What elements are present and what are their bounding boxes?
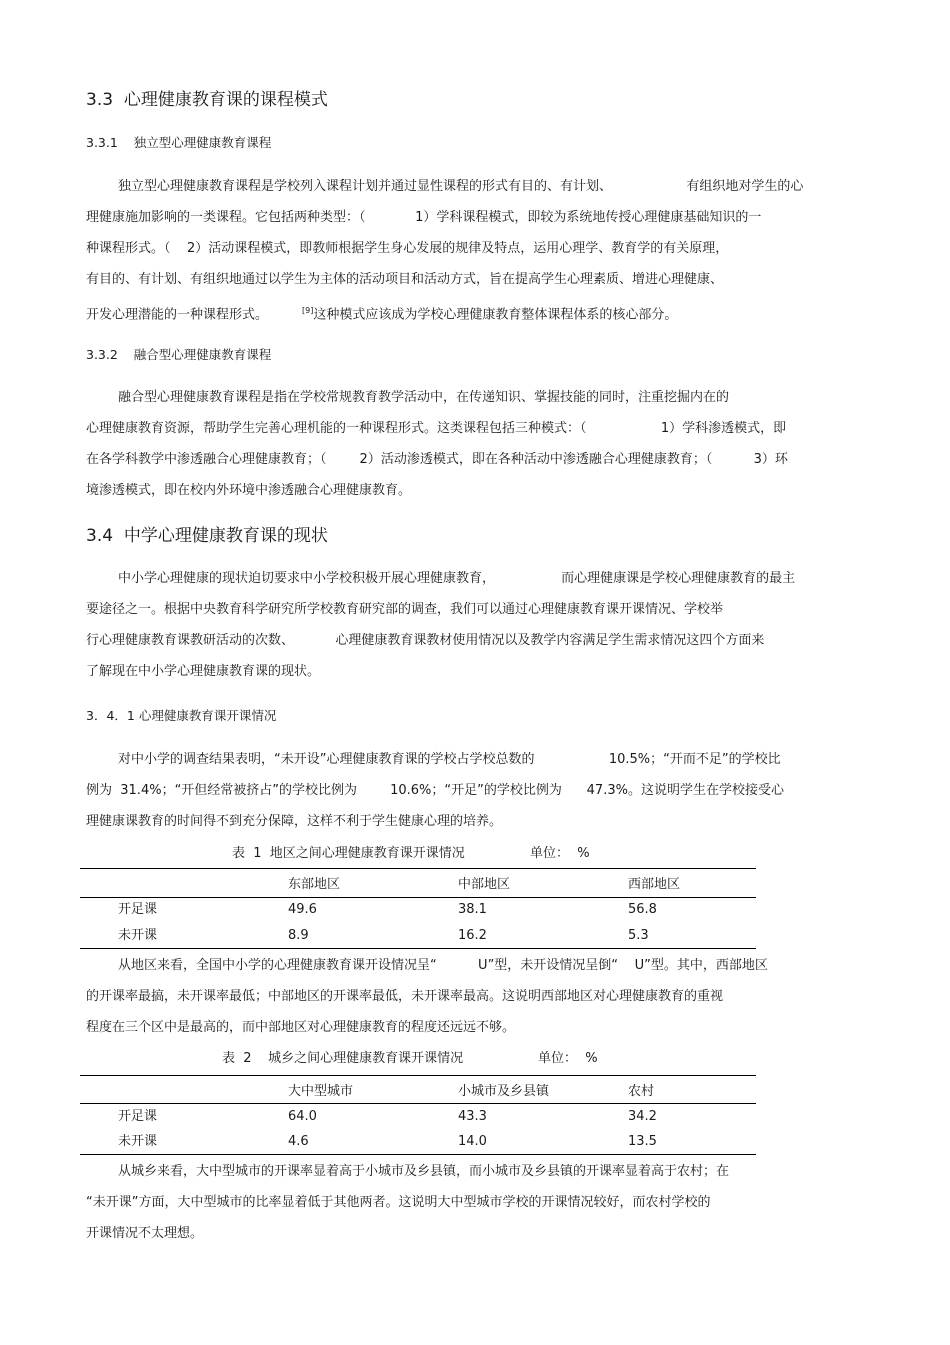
section-3-3-1-title: 3.3.1 独立型心理健康教育课程 xyxy=(86,135,272,150)
paragraph-line: 了解现在中小学心理健康教育课的现状。 xyxy=(86,664,321,679)
table-cell: 8.9 xyxy=(288,928,309,943)
paragraph-line: 行心理健康教育课教研活动的次数、 心理健康教育课教材使用情况以及教学内容满足学生需求情况这四个方面来 xyxy=(86,633,765,648)
table-bottom-rule xyxy=(80,1154,756,1155)
table-header-cell: 东部地区 xyxy=(288,877,341,892)
section-3-4-1-title: 3．4．1 心理健康教育课开课情况 xyxy=(86,708,277,723)
table-header-cell: 小城市及乡县镇 xyxy=(458,1084,550,1099)
paragraph-line: 境渗透模式，即在校内外环境中渗透融合心理健康教育。 xyxy=(86,483,412,498)
paragraph-line: 中小学心理健康的现状迫切要求中小学校积极开展心理健康教育， 而心理健康课是学校心理健康教育的最主 xyxy=(118,571,796,586)
table-cell: 34.2 xyxy=(628,1109,657,1124)
paragraph-line: 要途径之一。根据中央教育科学研究所学校教育研究部的调查，我们可以通过心理健康教育课开课情况、学校举 xyxy=(86,602,724,617)
table-cell: 43.3 xyxy=(458,1109,487,1124)
table-cell: 开足课 xyxy=(118,1109,158,1124)
table-header-cell: 大中型城市 xyxy=(288,1084,354,1099)
paragraph-line: 程度在三个区中是最高的，而中部地区对心理健康教育的程度还远远不够。 xyxy=(86,1020,516,1035)
table-header-cell: 农村 xyxy=(628,1084,655,1099)
paragraph-line: 种课程形式。（ 2）活动课程模式，即教师根据学生身心发展的规律及特点，运用心理学、教育学的有关原理， xyxy=(86,241,729,256)
paragraph-line: 开课情况不太理想。 xyxy=(86,1226,204,1241)
table-cell: 64.0 xyxy=(288,1109,317,1124)
paragraph-line: 的开课率最搞，未开课率最低；中部地区的开课率最低，未开课率最高。这说明西部地区对心理健康教育的重视 xyxy=(86,989,724,1004)
table-bottom-rule xyxy=(80,948,756,949)
table-cell: 开足课 xyxy=(118,902,158,917)
table-top-rule xyxy=(80,1075,756,1076)
table-header-cell: 中部地区 xyxy=(458,877,511,892)
section-3-3-2-title: 3.3.2 融合型心理健康教育课程 xyxy=(86,347,272,362)
paragraph-line xyxy=(86,302,677,324)
citation-ref: [9] xyxy=(302,306,314,315)
table-cell: 4.6 xyxy=(288,1134,309,1149)
table-1-caption: 表 1 地区之间心理健康教育课开课情况 xyxy=(232,846,465,861)
table-top-rule xyxy=(80,868,756,869)
table-cell: 49.6 xyxy=(288,902,317,917)
paragraph-line: 独立型心理健康教育课程是学校列入课程计划并通过显性课程的形式有目的、有计划、 有组织地对学生的心 xyxy=(118,179,804,194)
paragraph-line: 理健康课教育的时间得不到充分保障，这样不利于学生健康心理的培养。 xyxy=(86,814,503,829)
table-cell: 未开课 xyxy=(118,928,158,943)
section-3-4-title: 3.4 中学心理健康教育课的现状 xyxy=(86,526,328,546)
table-header-rule xyxy=(80,1103,756,1104)
paragraph-line: 理健康施加影响的一类课程。它包括两种类型：（ 1）学科课程模式，即较为系统地传授心理健康基础知识的一 xyxy=(86,210,762,225)
paragraph-line: 从地区来看，全国中小学的心理健康教育课开设情况呈“ U”型，未开设情况呈倒“ U”型。其中，西部地区 xyxy=(118,958,768,973)
paragraph-line: 对中小学的调查结果表明，“未开设”心理健康教育课的学校占学校总数的 10.5%；“开而不足”的学校比 xyxy=(118,752,781,767)
paragraph-line: “未开课”方面，大中型城市的比率显着低于其他两者。这说明大中型城市学校的开课情况较好，而农村学校的 xyxy=(86,1195,711,1210)
table-cell: 56.8 xyxy=(628,902,657,917)
table-header-cell: 西部地区 xyxy=(628,877,681,892)
table-cell: 38.1 xyxy=(458,902,487,917)
table-2-unit: 单位： % xyxy=(538,1051,598,1066)
paragraph-line: 在各学科教学中渗透融合心理健康教育；（ 2）活动渗透模式，即在各种活动中渗透融合心理健康教育；（ 3）环 xyxy=(86,452,788,467)
section-3-3-title: 3.3 心理健康教育课的课程模式 xyxy=(86,90,328,110)
paragraph-line: 有目的、有计划、有组织地通过以学生为主体的活动项目和活动方式，旨在提高学生心理素质、增进心理健康、 xyxy=(86,272,724,287)
paragraph-text: 这种模式应该成为学校心理健康教育整体课程体系的核心部分。 xyxy=(313,307,678,323)
table-cell: 16.2 xyxy=(458,928,487,943)
paragraph-text: 开发心理潜能的一种课程形式。 xyxy=(86,307,269,323)
paragraph-line: 心理健康教育资源，帮助学生完善心理机能的一种课程形式。这类课程包括三种模式：（ 1）学科渗透模式，即 xyxy=(86,421,787,436)
paragraph-line: 从城乡来看，大中型城市的开课率显着高于小城市及乡县镇，而小城市及乡县镇的开课率显着高于农村；在 xyxy=(118,1164,730,1179)
paragraph-line: 例为 31.4%；“开但经常被挤占”的学校比例为 10.6%；“开足”的学校比例为 47.3%。这说明学生在学校接受心 xyxy=(86,783,784,798)
table-cell: 14.0 xyxy=(458,1134,487,1149)
table-header-rule xyxy=(80,897,756,898)
paragraph-line: 融合型心理健康教育课程是指在学校常规教育教学活动中，在传递知识、掌握技能的同时，注重挖掘内在的 xyxy=(118,390,730,405)
table-2-caption: 表 2 城乡之间心理健康教育课开课情况 xyxy=(222,1051,464,1066)
table-cell: 5.3 xyxy=(628,928,649,943)
table-cell: 13.5 xyxy=(628,1134,657,1149)
table-1-unit: 单位： % xyxy=(530,846,590,861)
table-cell: 未开课 xyxy=(118,1134,158,1149)
